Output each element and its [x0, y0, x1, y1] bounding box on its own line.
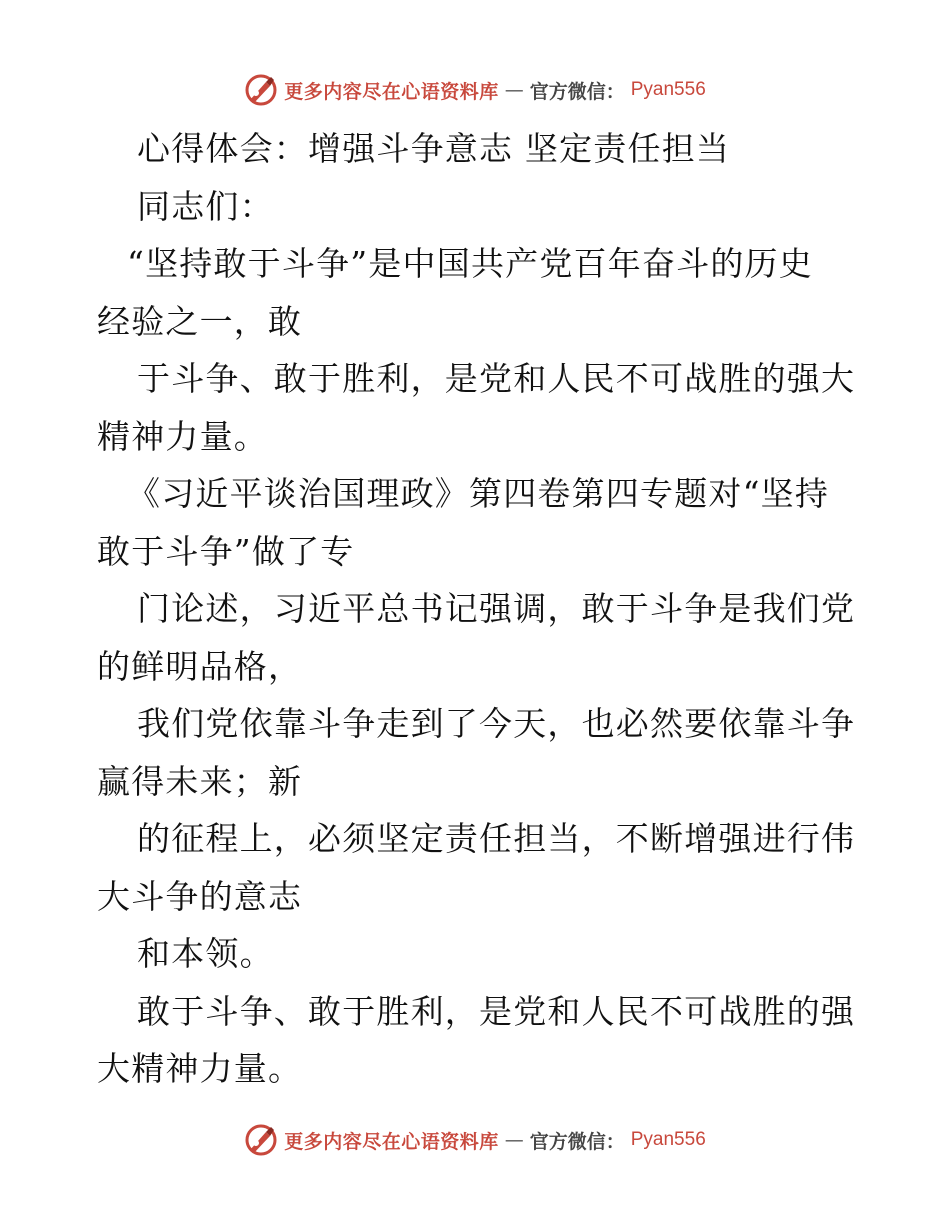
paragraph-line: 敢于斗争、敢于胜利，是党和人民不可战胜的强 — [137, 991, 856, 1031]
paragraph-line: 于斗争、敢于胜利，是党和人民不可战胜的强大 — [137, 359, 856, 398]
header-watermark — [0, 70, 950, 110]
watermark-wechat-label: 官方微信： — [529, 80, 625, 103]
paragraph-line: “坚持敢于斗争”是中国共产党百年奋斗的历史 — [127, 244, 813, 283]
watermark-wechat-label: 官方微信： — [529, 1130, 625, 1153]
watermark-dash: — — [504, 1129, 524, 1151]
footer-watermark — [0, 1120, 950, 1160]
paragraph-line: 同志们： — [137, 186, 274, 226]
paragraph-line: 和本领。 — [137, 934, 274, 973]
watermark-wechat-id: Pyan556 — [630, 79, 706, 100]
paragraph-line: 的鲜明品格， — [97, 646, 303, 686]
paragraph-line: 大斗争的意志 — [97, 876, 303, 916]
paragraph-line: 经验之一，敢 — [97, 301, 303, 341]
watermark-dash: — — [504, 79, 524, 101]
watermark-brand: 更多内容尽在心语资料库 — [284, 80, 499, 103]
paragraph-line: 的征程上，必须坚定责任担当，不断增强进行伟 — [137, 819, 856, 858]
paragraph-line: 我们党依靠斗争走到了今天，也必然要依靠斗争 — [137, 704, 856, 743]
pen-logo-icon — [244, 73, 278, 107]
watermark-wechat-id: Pyan556 — [630, 1129, 706, 1150]
pen-logo-icon — [244, 1123, 278, 1157]
paragraph-line: 《习近平谈治国理政》第四卷第四专题对“坚持 — [127, 474, 830, 513]
paragraph-line: 精神力量。 — [97, 416, 268, 456]
document-title: 心得体会：增强斗争意志 坚定责任担当 — [137, 129, 731, 168]
paragraph-line: 敢于斗争”做了专 — [97, 531, 355, 571]
paragraph-line: 赢得未来；新 — [97, 761, 303, 801]
paragraph-line: 大精神力量。 — [97, 1049, 303, 1088]
document-body — [97, 120, 857, 1098]
paragraph-line: 门论述，习近平总书记强调，敢于斗争是我们党 — [137, 589, 856, 628]
watermark-brand: 更多内容尽在心语资料库 — [284, 1130, 499, 1153]
